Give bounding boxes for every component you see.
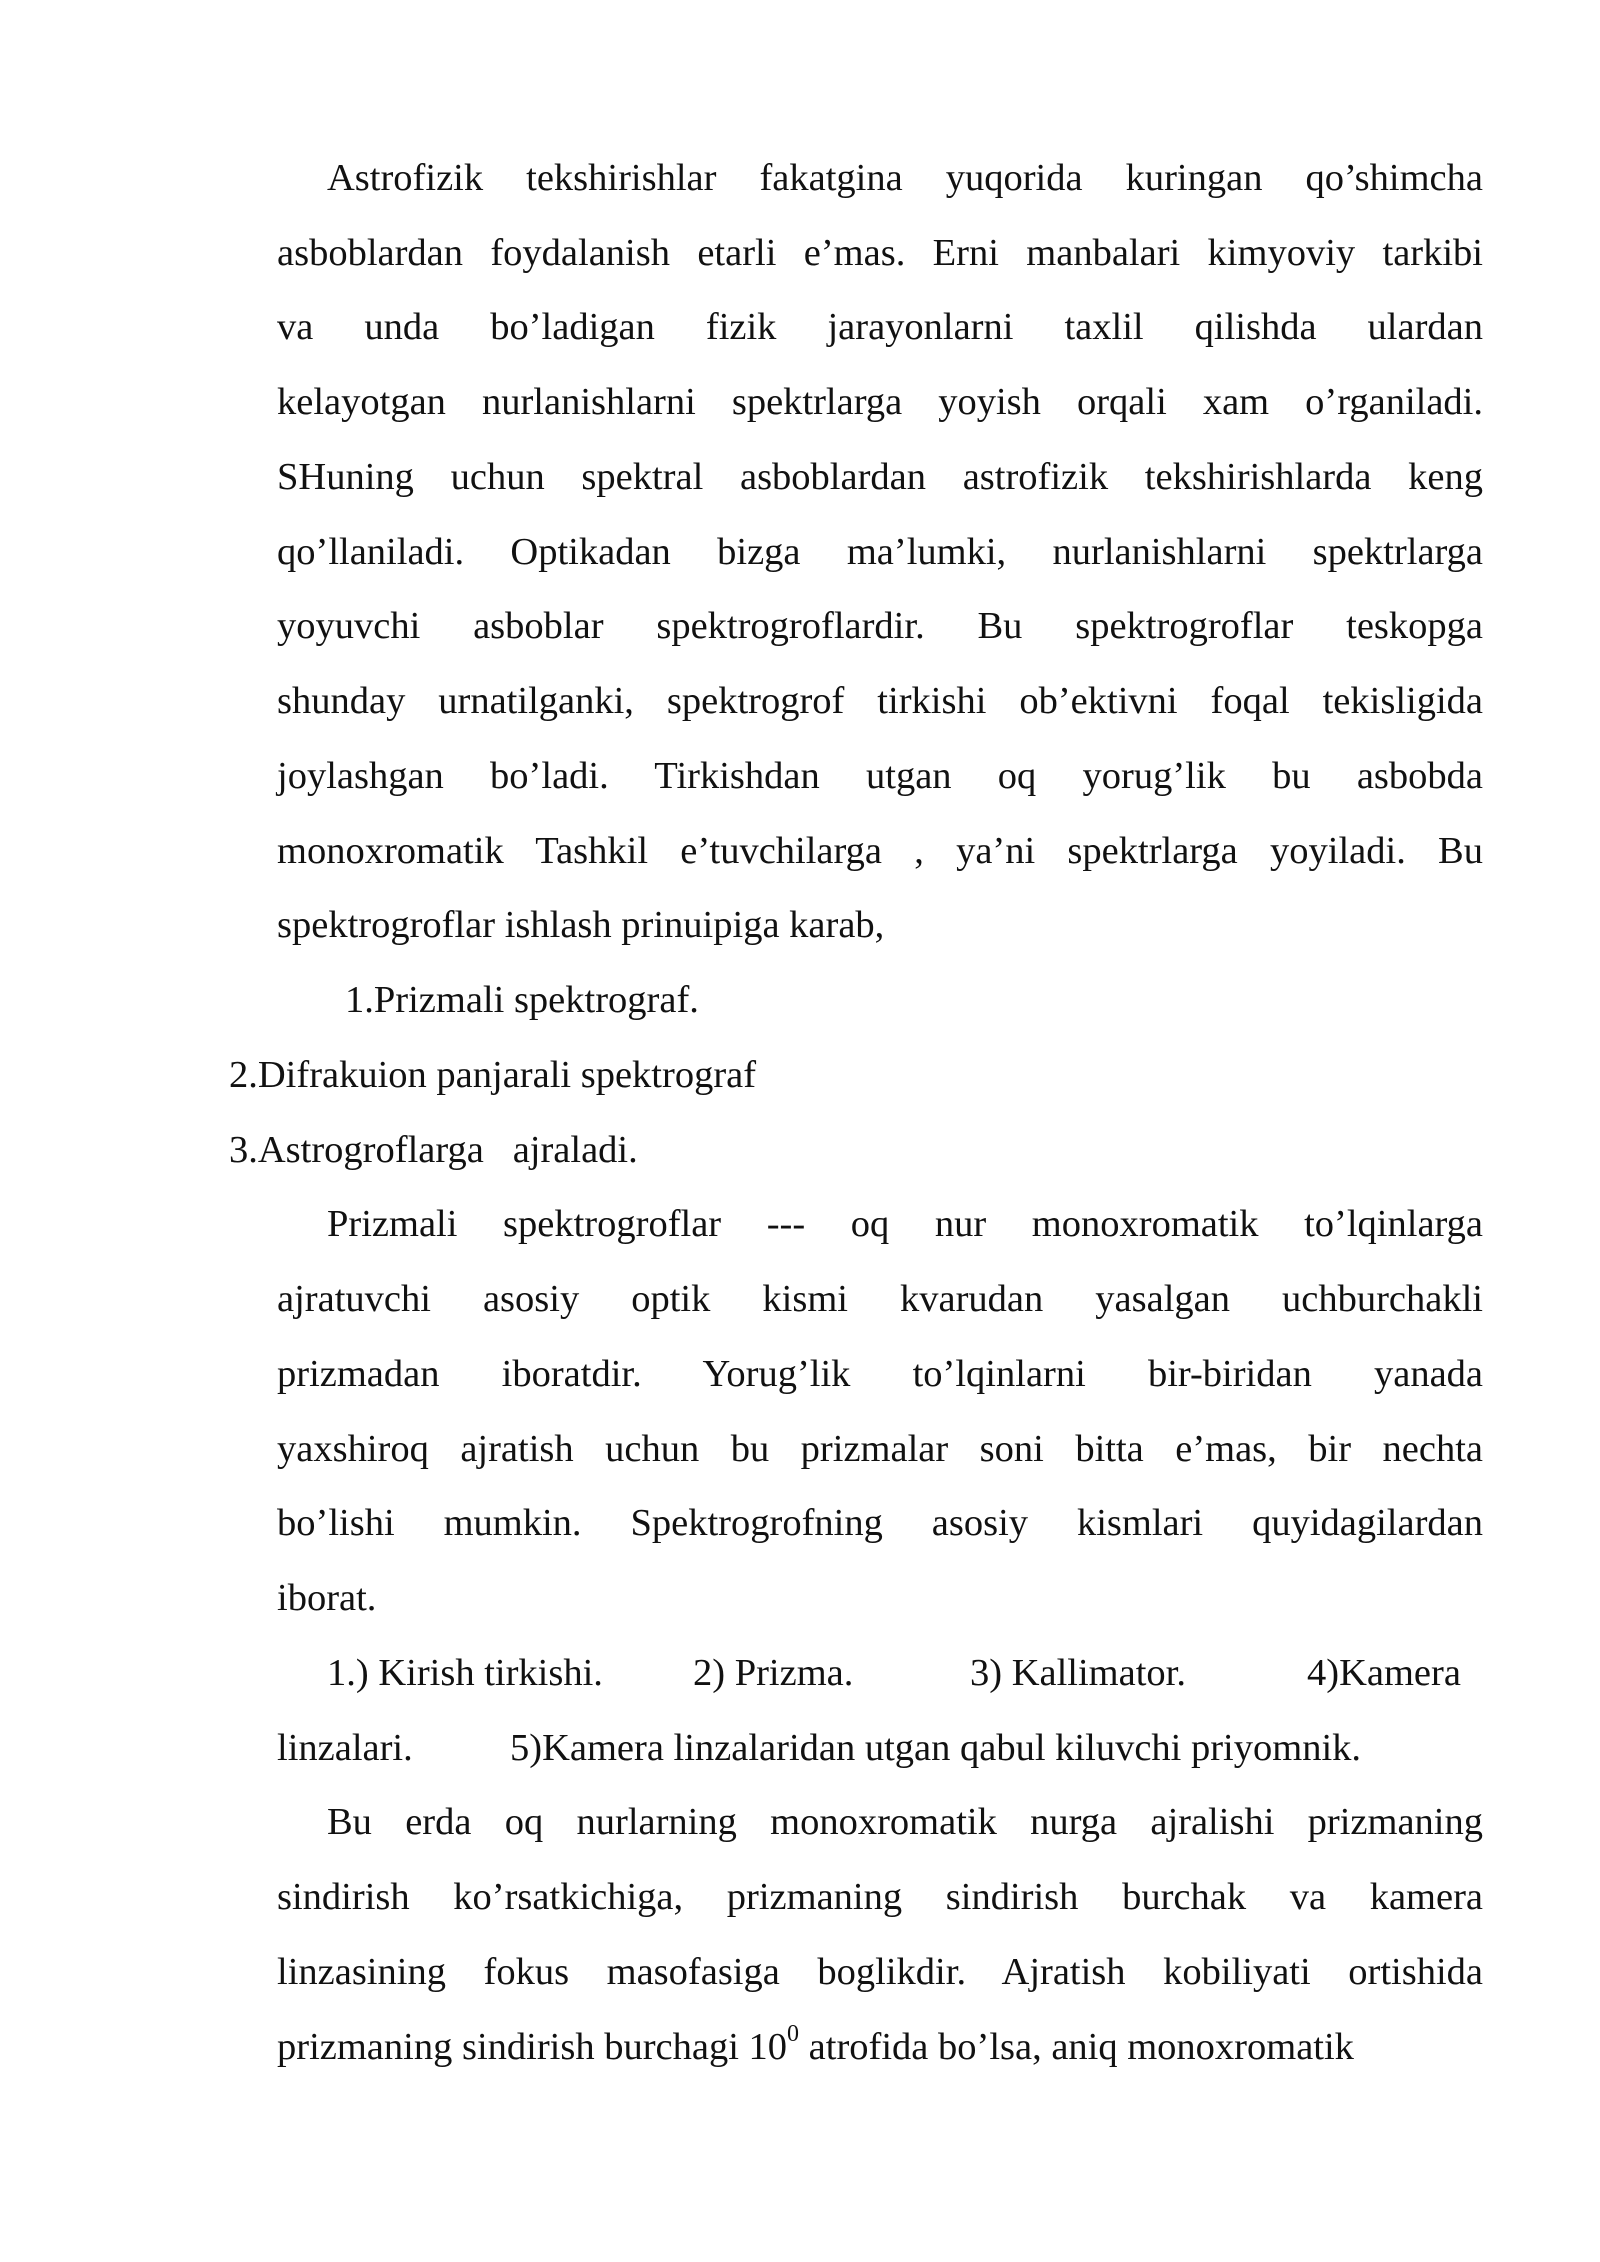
paragraph-3-text: atrofida bo’lsa, aniq monoxromatik [799,2026,1354,2068]
paragraph-1-line: yoyuvchi asboblar spektrogroflardir. Bu spektrogroflar teskopga [277,605,1483,647]
paragraph-2-line: ajratuvchi asosiy optik kismi kvarudan yasalgan uchburchakli [277,1278,1483,1320]
list-item: 3.Astrogroflarga ajraladi. [229,1129,638,1171]
paragraph-3-line: sindirish ko’rsatkichiga, prizmaning sindirish burchak va kamera [277,1876,1483,1918]
paragraph-1-line: monoxromatik Tashkil e’tuvchilarga , ya’ni spektrlarga yoyiladi. Bu [277,830,1483,872]
paragraph-3-line: linzasining fokus masofasiga boglikdir. Ajratish kobiliyati ortishida [277,1951,1483,1993]
paragraph-1-line: qo’llaniladi. Optikadan bizga ma’lumki, nurlanishlarni spektrlarga [277,531,1483,573]
part-item: 4)Kamera [1307,1652,1461,1694]
paragraph-2-line: Prizmali spektrogroflar --- oq nur monoxromatik to’lqinlarga [327,1203,1483,1245]
part-item: 1.) Kirish tirkishi. [327,1652,603,1694]
paragraph-2-line: bo’lishi mumkin. Spektrogrofning asosiy kismlari quyidagilardan [277,1502,1483,1544]
list-item: 1.Prizmali spektrograf. [345,979,699,1021]
paragraph-3-line [277,2022,1483,2072]
paragraph-1-line: spektrogroflar ishlash prinuipiga karab, [277,904,885,946]
part-item: 2) Prizma. [693,1652,854,1694]
paragraph-1-line: Astrofizik tekshirishlar fakatgina yuqorida kuringan qo’shimcha [327,157,1483,199]
paragraph-2-line: iborat. [277,1577,377,1619]
paragraph-3-line: Bu erda oq nurlarning monoxromatik nurga ajralishi prizmaning [327,1801,1483,1843]
paragraph-3-text: prizmaning sindirish burchagi 10 [277,2026,788,2068]
paragraph-1-line: shunday urnatilganki, spektrogrof tirkishi ob’ektivni foqal tekisligida [277,680,1483,722]
paragraph-1-line: va unda bo’ladigan fizik jarayonlarni taxlil qilishda ulardan [277,306,1483,348]
paragraph-2-line: yaxshiroq ajratish uchun bu prizmalar soni bitta e’mas, bir nechta [277,1428,1483,1470]
part-item: 5)Kamera linzalaridan utgan qabul kiluvchi priyomnik. [510,1727,1362,1769]
paragraph-2-line: prizmadan iboratdir. Yorug’lik to’lqinlarni bir-biridan yanada [277,1353,1483,1395]
degree-superscript: 0 [787,2021,800,2047]
part-item: linzalari. [277,1727,413,1769]
list-item: 2.Difrakuion panjarali spektrograf [229,1054,757,1096]
paragraph-1-line: kelayotgan nurlanishlarni spektrlarga yoyish orqali xam o’rganiladi. [277,381,1483,423]
part-item: 3) Kallimator. [970,1652,1186,1694]
paragraph-1-line: asboblardan foydalanish etarli e’mas. Erni manbalari kimyoviy tarkibi [277,232,1483,274]
paragraph-1-line: joylashgan bo’ladi. Tirkishdan utgan oq yorug’lik bu asbobda [277,755,1483,797]
paragraph-1-line: SHuning uchun spektral asboblardan astrofizik tekshirishlarda keng [277,456,1483,498]
